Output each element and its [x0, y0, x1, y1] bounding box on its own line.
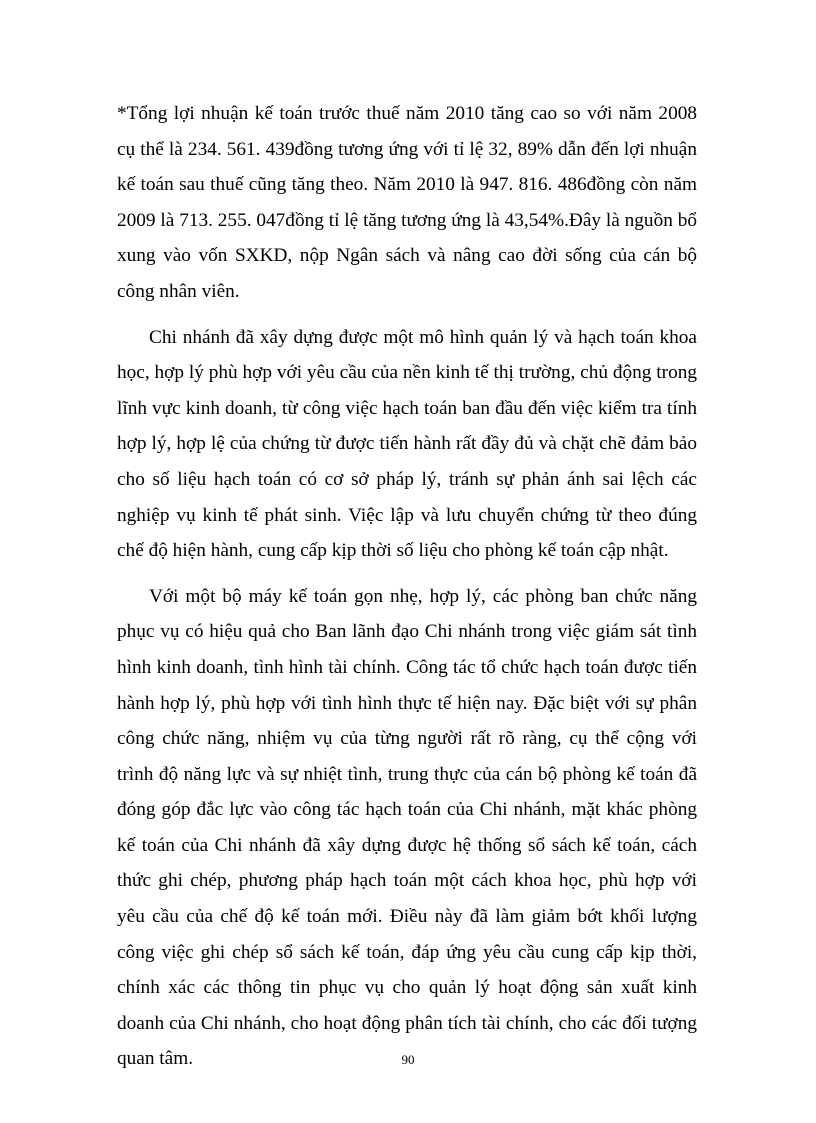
- page-number: 90: [401, 1052, 415, 1067]
- body-text: [117, 96, 697, 1077]
- paragraph-profit-summary: *Tổng lợi nhuận kế toán trước thuế năm 2010 tăng cao so với năm 2008 cụ thể là 234. 561. 439đồng tương ứng với tỉ lệ 32, 89% dẫn đến lợi nhuận kế toán sau thuế cũng tăng theo. Năm 2010 là 947. 816. 486đồng còn năm 2009 là 713. 255. 047đồng tỉ lệ tăng tương ứng là 43,54%.Đây là nguồn bổ xung vào vốn SXKD, nộp Ngân sách và nâng cao đời sống của cán bộ công nhân viên.: [117, 103, 697, 302]
- paragraph-management-model: Chi nhánh đã xây dựng được một mô hình quản lý và hạch toán khoa học, hợp lý phù hợp với yêu cầu của nền kinh tế thị trường, chủ động trong lĩnh vực kinh doanh, từ công việc hạch toán ban đầu đến việc kiểm tra tính hợp lý, hợp lệ của chứng từ được tiến hành rất đầy đủ và chặt chẽ đảm bảo cho số liệu hạch toán có cơ sở pháp lý, tránh sự phản ánh sai lệch các nghiệp vụ kinh tế phát sinh. Việc lập và lưu chuyển chứng từ theo đúng chế độ hiện hành, cung cấp kịp thời số liệu cho phòng kế toán cập nhật.: [117, 326, 697, 562]
- paragraph-accounting-apparatus: Với một bộ máy kế toán gọn nhẹ, hợp lý, các phòng ban chức năng phục vụ có hiệu quả cho Ban lãnh đạo Chi nhánh trong việc giám sát tình hình kinh doanh, tình hình tài chính. Công tác tổ chức hạch toán được tiến hành hợp lý, phù hợp với tình hình thực tế hiện nay. Đặc biệt với sự phân công chức năng, nhiệm vụ của từng người rất rõ ràng, cụ thể cộng với trình độ năng lực và sự nhiệt tình, trung thực của cán bộ phòng kế toán đã đóng góp đắc lực vào công tác hạch toán của Chi nhánh, mặt khác phòng kế toán của Chi nhánh đã xây dựng được hệ thống sổ sách kế toán, cách thức ghi chép, phương pháp hạch toán một cách khoa học, phù hợp với yêu cầu của chế độ kế toán mới. Điều này đã làm giảm bớt khối lượng công việc ghi chép sổ sách kế toán, đáp ứng yêu cầu cung cấp kịp thời, chính xác các thông tin phục vụ cho quản lý hoạt động sản xuất kinh doanh của Chi nhánh, cho hoạt động phân tích tài chính, cho các đối tượng quan tâm.: [117, 585, 697, 1070]
